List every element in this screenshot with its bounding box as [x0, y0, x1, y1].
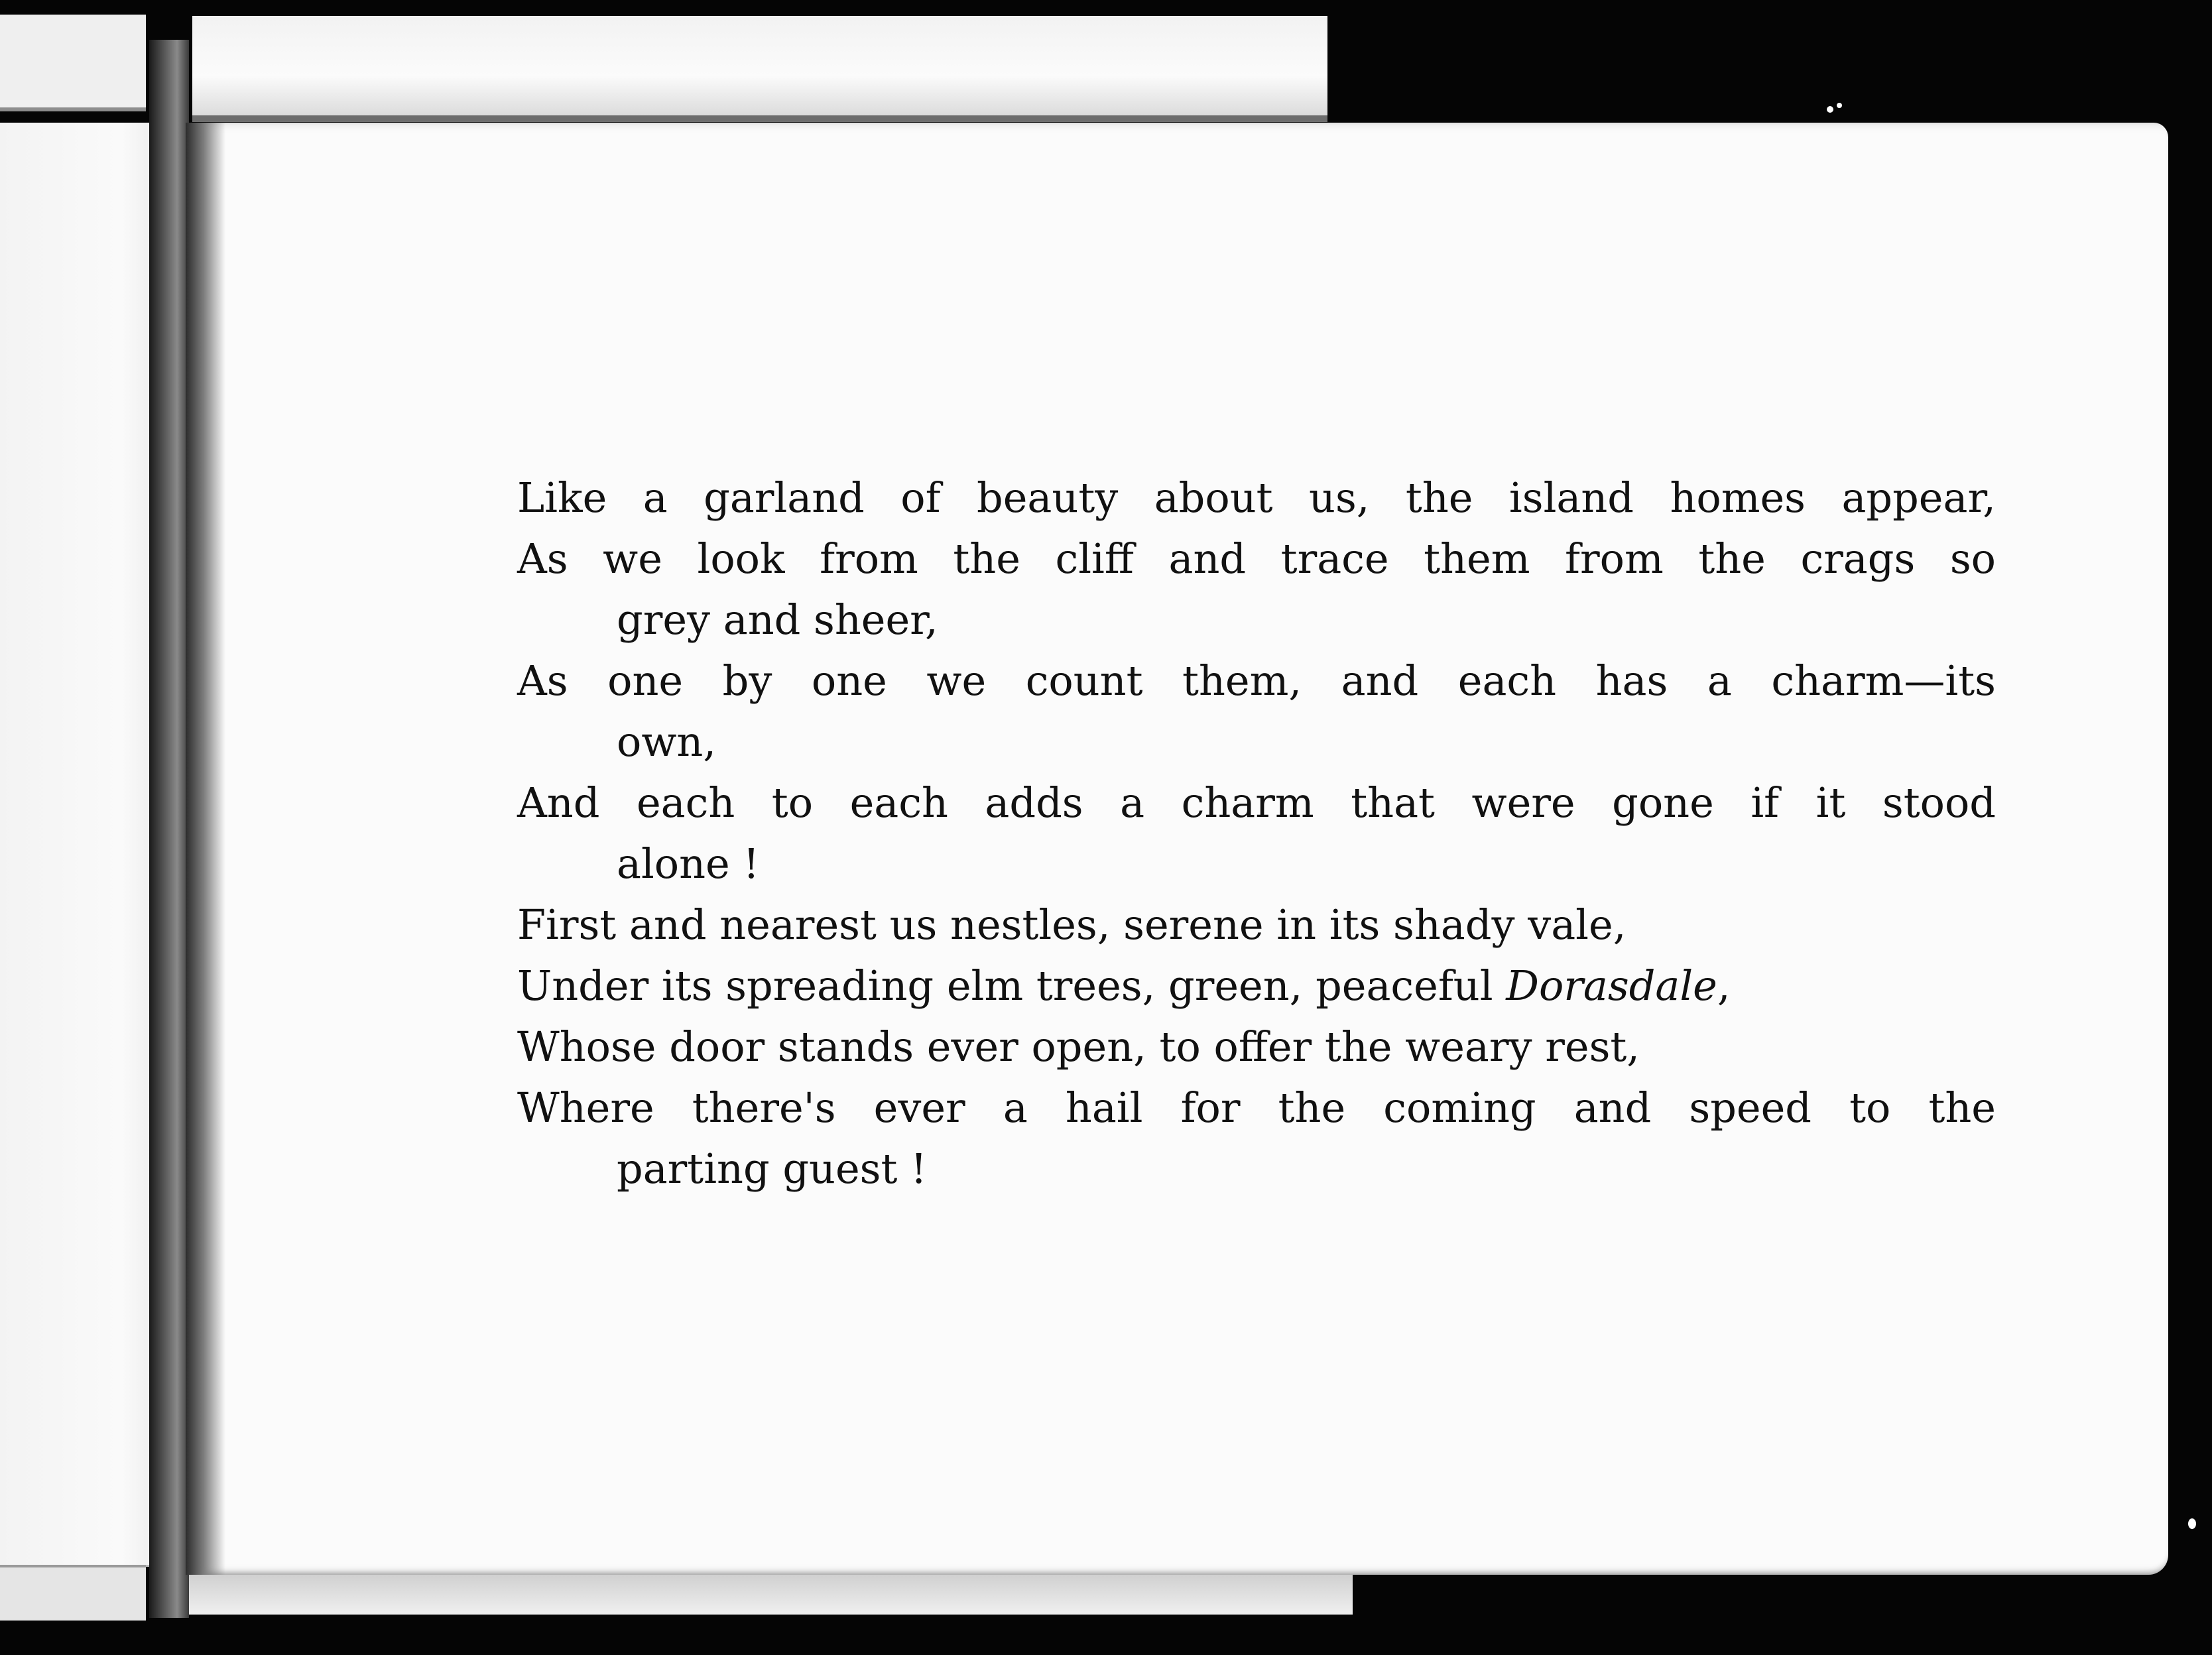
- poem-line-continuation: grey and sheer,: [617, 595, 938, 644]
- poem-line: And each to each adds a charm that were gone if it stood: [517, 778, 1996, 827]
- left-leaf-bottom-edge: [0, 1565, 146, 1621]
- poem-text: [517, 467, 2036, 1199]
- poem-line: Like a garland of beauty about us, the island homes appear,: [517, 473, 1996, 522]
- book-page: [186, 123, 2168, 1575]
- scan-speck: [1837, 103, 1842, 108]
- scan-speck: [1827, 106, 1833, 113]
- poem-line-with-italic-name: [517, 955, 2036, 1016]
- poem-line-continuation: own,: [617, 717, 717, 766]
- left-page-edge: [0, 123, 174, 1567]
- page-gutter-shadow: [186, 123, 225, 1575]
- poem-line-continuation: alone !: [617, 839, 760, 888]
- poem-line-continuation: parting guest !: [617, 1144, 928, 1193]
- poem-line: First and nearest us nestles, serene in its shady vale,: [517, 900, 1627, 949]
- top-leaf-edge: [192, 16, 1327, 122]
- poem-line: As we look from the cliff and trace them from the crags so: [517, 534, 1996, 583]
- left-leaf-top-edge: [0, 15, 146, 111]
- scan-speck: [2188, 1518, 2196, 1529]
- place-name-italic: Dorasdale: [1506, 961, 1717, 1010]
- poem-line: Where there's ever a hail for the coming and speed to the: [517, 1083, 1996, 1132]
- book-binding-gutter: [149, 40, 189, 1618]
- poem-line-segment: Under its spreading elm trees, green, peaceful: [517, 961, 1506, 1010]
- poem-line-segment: ,: [1717, 961, 1731, 1010]
- poem-line: Whose door stands ever open, to offer the weary rest,: [517, 1022, 1640, 1071]
- poem-line: As one by one we count them, and each has a charm—its: [517, 656, 1996, 705]
